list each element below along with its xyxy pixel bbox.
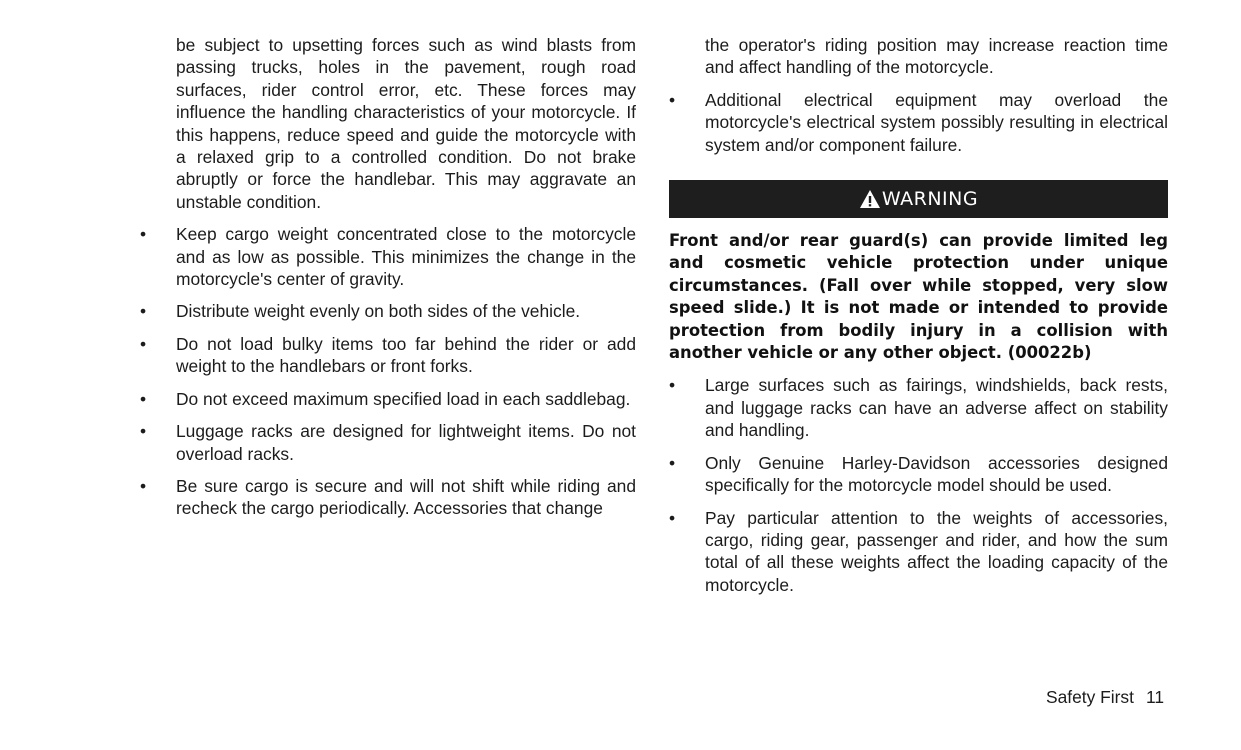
list-item — [140, 300, 636, 322]
continuation-paragraph: the operator's riding position may increase reaction time and affect handling of the motorcycle. — [705, 35, 1168, 78]
warning-label: WARNING — [881, 188, 979, 211]
right-column — [669, 34, 1168, 596]
list-item — [669, 452, 1168, 497]
list-item-text: Additional electrical equipment may overload the motorcycle's electrical system possibly resulting in electrical system and/or component failure. — [705, 89, 1168, 155]
bullet-dot: • — [140, 224, 147, 245]
warning-text: Front and/or rear guard(s) can provide limited leg and cosmetic vehicle protection under unique circumstances. (Fall over while stopped, very slow speed slide.) It is not made or intended to provide protection from bodily injury in a collision with another vehicle or any other object. (00022b) — [669, 231, 1168, 363]
bullet-dot: • — [669, 89, 676, 110]
warning-triangle-icon — [859, 189, 881, 209]
list-item-text: Do not exceed maximum specified load in each saddlebag. — [176, 388, 631, 409]
list-item-text: Be sure cargo is secure and will not shift while riding and recheck the cargo periodically. Accessories that change — [176, 475, 636, 519]
list-item — [669, 89, 1168, 156]
page-footer — [1046, 687, 1164, 708]
bullet-dot: • — [140, 475, 147, 496]
list-item-text: Pay particular attention to the weights of accessories, cargo, riding gear, passenger and rider, and how the sum total of all these weights affect the loading capacity of the motorcycle. — [705, 507, 1168, 595]
list-item — [140, 420, 636, 465]
left-column — [140, 34, 636, 520]
list-item — [140, 388, 636, 410]
footer-section-title: Safety First — [1045, 687, 1134, 707]
bullet-dot: • — [669, 507, 676, 528]
list-item-text: Only Genuine Harley-Davidson accessories designed specifically for the motorcycle model should be used. — [705, 452, 1168, 496]
list-item-text: Do not load bulky items too far behind the rider or add weight to the handlebars or front forks. — [176, 333, 636, 377]
bullet-dot: • — [140, 333, 147, 354]
list-item-text: Large surfaces such as fairings, windshields, back rests, and luggage racks can have an adverse affect on stability and handling. — [705, 375, 1168, 441]
list-item — [669, 374, 1168, 441]
bullet-dot: • — [140, 421, 147, 442]
list-item — [140, 475, 636, 520]
list-item — [669, 507, 1168, 597]
list-item — [140, 223, 636, 290]
bullet-dot: • — [140, 388, 147, 409]
list-item-text: Keep cargo weight concentrated close to the motorcycle and as low as possible. This minimizes the change in the motorcycle's center of gravity. — [176, 224, 636, 290]
continuation-paragraph: be subject to upsetting forces such as wind blasts from passing trucks, holes in the pavement, rough road surfaces, rider control error, etc. These forces may influence the handling characteristics of your motorcycle. If this happens, reduce speed and guide the motorcycle with a relaxed grip to a controlled condition. Do not brake abruptly or force the handlebar. This may aggravate an unstable condition. — [176, 35, 636, 212]
list-item — [140, 333, 636, 378]
warning-banner — [669, 180, 1168, 218]
list-item-text: Luggage racks are designed for lightweight items. Do not overload racks. — [176, 421, 636, 464]
bullet-dot: • — [140, 301, 147, 322]
bullet-dot: • — [669, 452, 676, 473]
page-number: 11 — [1145, 687, 1164, 707]
list-item-text: Distribute weight evenly on both sides of the vehicle. — [176, 301, 581, 322]
bullet-dot: • — [669, 375, 676, 396]
